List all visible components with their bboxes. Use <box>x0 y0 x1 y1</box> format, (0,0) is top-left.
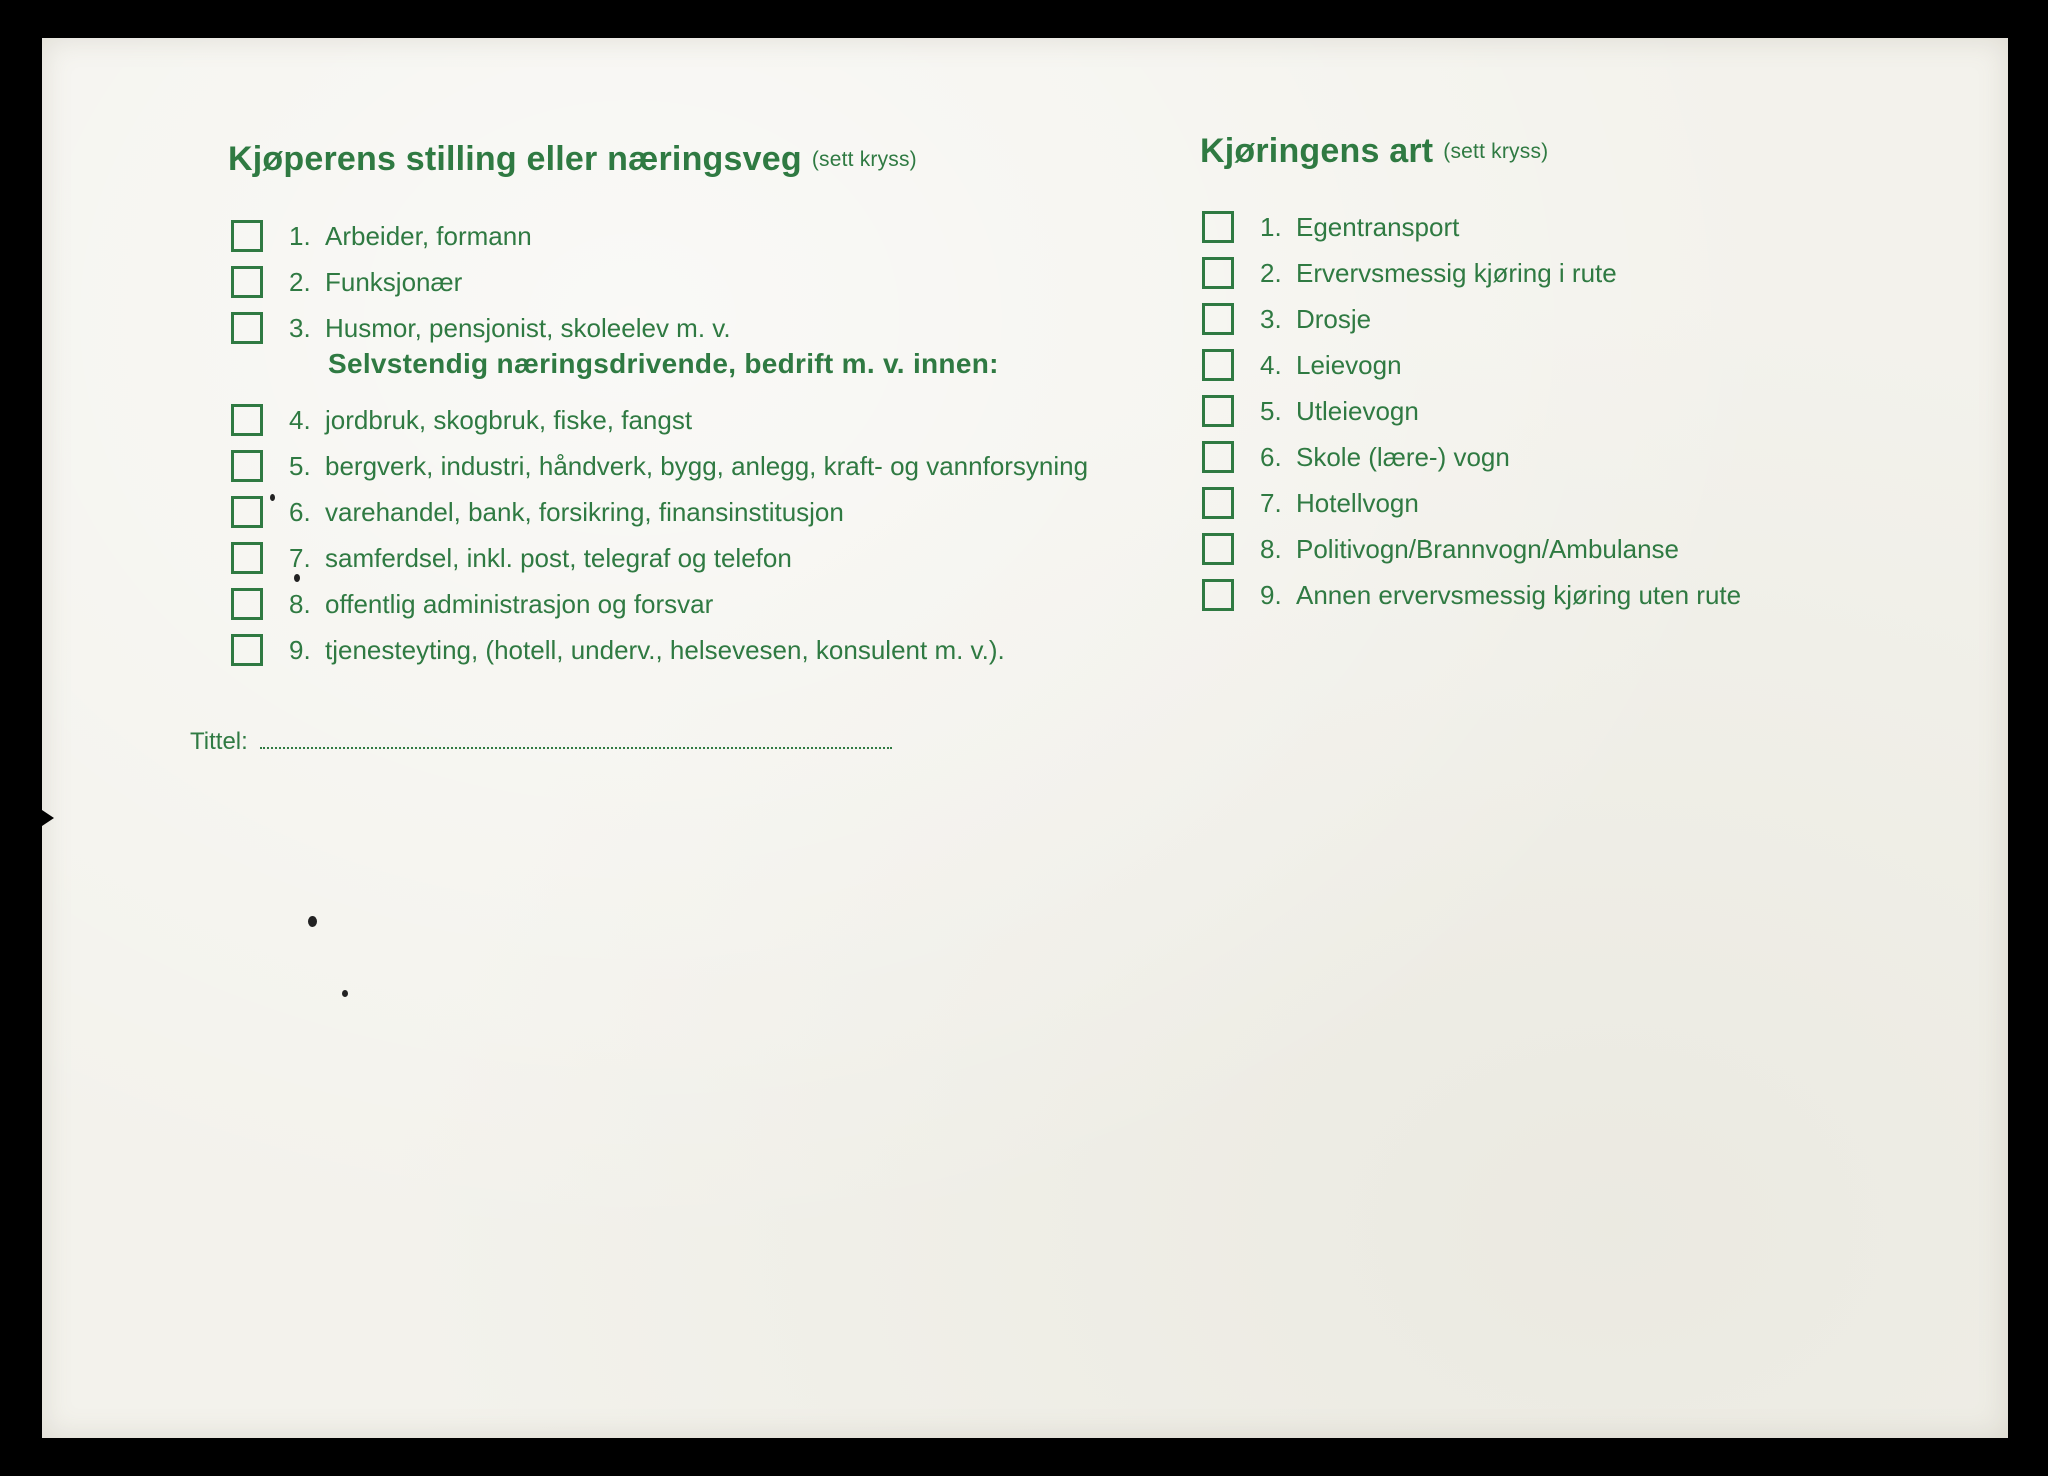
checkbox[interactable] <box>231 312 263 344</box>
item-number: 5. <box>1260 395 1282 426</box>
item-label: Arbeider, formann <box>325 220 532 251</box>
self-employed-subheading: Selvstendig næringsdrivende, bedrift m. v. innen: <box>328 348 999 379</box>
checkbox-item-occupation-3[interactable] <box>231 308 731 348</box>
item-number: 3. <box>289 312 311 343</box>
item-number: 6. <box>289 496 311 527</box>
checkbox[interactable] <box>231 634 263 666</box>
checkbox-item-occupation-9[interactable] <box>231 630 1005 670</box>
checkbox[interactable] <box>231 542 263 574</box>
checkbox-item-driving-6[interactable] <box>1202 437 1510 477</box>
item-number: 5. <box>289 450 311 481</box>
item-number: 1. <box>1260 211 1282 242</box>
checkbox-item-occupation-1[interactable] <box>231 216 532 256</box>
checkbox[interactable] <box>1202 533 1234 565</box>
title-field-dotted-line[interactable] <box>260 729 892 749</box>
item-number: 7. <box>1260 487 1282 518</box>
ink-speck <box>342 990 348 997</box>
item-number: 7. <box>289 542 311 573</box>
ink-speck <box>294 574 300 582</box>
checkbox[interactable] <box>1202 579 1234 611</box>
left-section-title-text: Kjøperens stilling eller næringsveg <box>228 140 802 178</box>
item-label: Hotellvogn <box>1296 487 1419 518</box>
item-number: 9. <box>289 634 311 665</box>
right-section-title-text: Kjøringens art <box>1200 132 1434 170</box>
item-label: Leievogn <box>1296 349 1402 380</box>
left-section-note: (sett kryss) <box>811 148 917 171</box>
item-label: varehandel, bank, forsikring, finansinstitusjon <box>325 496 844 527</box>
item-label: bergverk, industri, håndverk, bygg, anlegg, kraft- og vannforsyning <box>325 450 1089 481</box>
checkbox[interactable] <box>231 220 263 252</box>
item-number: 8. <box>289 588 311 619</box>
checkbox[interactable] <box>1202 303 1234 335</box>
checkbox[interactable] <box>231 450 263 482</box>
item-label: jordbruk, skogbruk, fiske, fangst <box>325 404 693 435</box>
checkbox[interactable] <box>231 404 263 436</box>
checkbox-item-driving-3[interactable] <box>1202 299 1371 339</box>
item-label: Funksjonær <box>325 266 463 297</box>
checkbox[interactable] <box>1202 349 1234 381</box>
title-field-label: Tittel: <box>190 728 248 755</box>
checkbox-item-occupation-5[interactable] <box>231 446 1088 486</box>
checkbox-item-driving-4[interactable] <box>1202 345 1402 385</box>
item-number: 9. <box>1260 579 1282 610</box>
right-section-note: (sett kryss) <box>1443 140 1549 163</box>
left-section-title <box>228 140 917 179</box>
item-label: Egentransport <box>1296 211 1460 242</box>
title-field[interactable] <box>190 728 892 756</box>
checkbox[interactable] <box>1202 211 1234 243</box>
checkbox[interactable] <box>1202 395 1234 427</box>
paper-tear <box>36 806 54 830</box>
item-number: 6. <box>1260 441 1282 472</box>
checkbox[interactable] <box>1202 257 1234 289</box>
item-label: Ervervsmessig kjøring i rute <box>1296 257 1617 288</box>
checkbox-item-driving-9[interactable] <box>1202 575 1741 615</box>
item-label: Drosje <box>1296 303 1372 334</box>
right-section-title <box>1200 132 1548 171</box>
checkbox-item-occupation-8[interactable] <box>231 584 713 624</box>
checkbox[interactable] <box>231 266 263 298</box>
checkbox-item-driving-7[interactable] <box>1202 483 1419 523</box>
checkbox-item-occupation-6[interactable] <box>231 492 844 532</box>
item-number: 3. <box>1260 303 1282 334</box>
item-number: 4. <box>289 404 311 435</box>
checkbox-item-driving-2[interactable] <box>1202 253 1617 293</box>
ink-speck <box>270 494 275 501</box>
item-number: 2. <box>1260 257 1282 288</box>
item-label: offentlig administrasjon og forsvar <box>325 588 714 619</box>
checkbox-item-driving-8[interactable] <box>1202 529 1679 569</box>
checkbox-item-driving-5[interactable] <box>1202 391 1419 431</box>
checkbox[interactable] <box>231 496 263 528</box>
item-label: Politivogn/Brannvogn/Ambulanse <box>1296 533 1680 564</box>
ink-speck <box>308 916 317 927</box>
item-label: Husmor, pensjonist, skoleelev m. v. <box>325 312 731 343</box>
item-label: Skole (lære-) vogn <box>1296 441 1510 472</box>
item-label: tjenesteyting, (hotell, underv., helsevesen, konsulent m. v.). <box>325 634 1005 665</box>
item-label: Utleievogn <box>1296 395 1419 426</box>
item-number: 1. <box>289 220 311 251</box>
checkbox[interactable] <box>1202 441 1234 473</box>
item-number: 4. <box>1260 349 1282 380</box>
item-number: 2. <box>289 266 311 297</box>
checkbox[interactable] <box>1202 487 1234 519</box>
checkbox[interactable] <box>231 588 263 620</box>
item-number: 8. <box>1260 533 1282 564</box>
checkbox-item-driving-1[interactable] <box>1202 207 1459 247</box>
item-label: Annen ervervsmessig kjøring uten rute <box>1296 579 1742 610</box>
checkbox-item-occupation-2[interactable] <box>231 262 462 302</box>
checkbox-item-occupation-7[interactable] <box>231 538 792 578</box>
item-label: samferdsel, inkl. post, telegraf og telefon <box>325 542 792 573</box>
checkbox-item-occupation-4[interactable] <box>231 400 692 440</box>
